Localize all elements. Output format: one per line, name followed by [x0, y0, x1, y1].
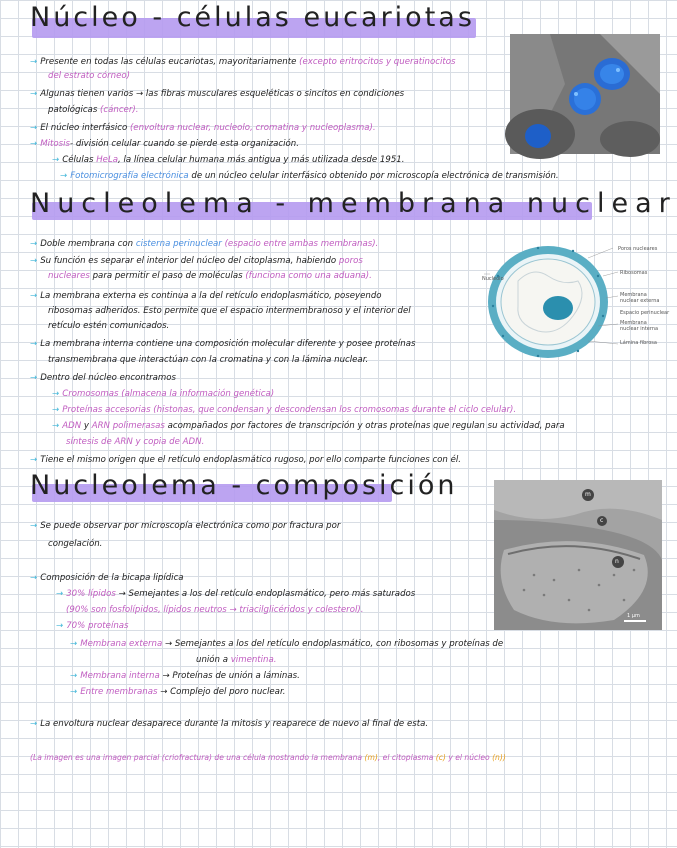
text-line: → Fotomicrografía electrónica de un núcleo celular interfásico obtenido por microscopía electrónica de transmisión.: [60, 171, 559, 181]
text-line: → La envoltura nuclear desaparece durante la mitosis y reaparece de nuevo al final de esta.: [30, 719, 429, 729]
diagram-label: Membrana nuclear externa: [620, 292, 660, 304]
arrow-icon: →: [30, 89, 38, 99]
text-line: → ADN y ARN polimerasas acompañados por factores de transcripción y otras proteínas que regulan su actividad, para: [52, 421, 565, 431]
text-line: → Tiene el mismo origen que el retículo endoplasmático rugoso, por ello comparte funciones con él.: [30, 455, 462, 465]
text-line: → Proteínas accesorias (histonas, que condensan y descondensan los cromosomas durante el ciclo celular).: [52, 405, 517, 415]
text-line: → La membrana externa es continua a la del retículo endoplasmático, poseyendo: [30, 291, 382, 301]
diagram-label: Espacio perinuclear: [620, 310, 670, 316]
text-line: → Entre membranas → Complejo del poro nuclear.: [70, 687, 286, 697]
text-line: retículo estén comunicados.: [48, 321, 170, 331]
text-line: ribosomas adheridos. Esto permite que el espacio intermembranoso y el interior del: [48, 306, 411, 316]
text-line: → Doble membrana con cisterna perinuclear (espacio entre ambas membranas).: [30, 239, 379, 249]
arrow-icon: →: [30, 521, 38, 531]
text-line: → Algunas tienen varios → las fibras musculares esqueléticas o sincitos en condiciones: [30, 89, 405, 99]
arrow-icon: →: [30, 573, 38, 583]
diagram-label: Ribosomas: [620, 270, 648, 276]
arrow-icon: →: [60, 171, 68, 181]
arrow-icon: →: [30, 57, 38, 67]
section-1-title: Núcleo - células eucariotas: [30, 2, 475, 33]
arrow-icon: →: [30, 123, 38, 133]
diagram-label: Membrana nuclear interna: [620, 320, 659, 332]
nucleus-diagram: [478, 236, 670, 366]
text-line: nucleares para permitir el paso de moléculas (funciona como una aduana).: [48, 271, 372, 281]
text-line: → Cromosomas (almacena la información genética): [52, 389, 275, 399]
arrow-icon: →: [30, 719, 38, 729]
arrow-icon: →: [52, 155, 60, 165]
arrow-icon: →: [56, 621, 64, 631]
micro-label-c: c: [600, 517, 604, 524]
arrow-icon: →: [30, 339, 38, 349]
diagram-label: Lámina fibrosa: [620, 340, 657, 346]
text-line: → Membrana externa → Semejantes a los del retículo endoplasmático, con ribosomas y proteínas de: [70, 639, 504, 649]
text-line: → Se puede observar por microscopía electrónica como por fractura por: [30, 521, 341, 531]
text-line: → 70% proteínas: [56, 621, 129, 631]
text-line: → Membrana interna → Proteínas de unión a láminas.: [70, 671, 300, 681]
text-line: → Su función es separar el interior del núcleo del citoplasma, habiendo poros: [30, 256, 363, 266]
text-line: patológicas (cáncer).: [48, 105, 139, 115]
freeze-fracture-image: [494, 480, 662, 630]
section-2-title: Nucleolema - membrana nuclear: [30, 188, 677, 219]
text-line: → Composición de la bicapa lipídica: [30, 573, 184, 583]
text-line: → El núcleo interfásico (envoltura nuclear, nucleolo, cromatina y nucleoplasma).: [30, 123, 376, 133]
arrow-icon: →: [70, 639, 78, 649]
section-3-title: Nucleolema - composición: [30, 470, 458, 501]
arrow-icon: →: [30, 373, 38, 383]
arrow-icon: →: [30, 455, 38, 465]
arrow-icon: →: [56, 589, 64, 599]
arrow-icon: →: [52, 389, 60, 399]
text-line: → Presente en todas las células eucariotas, mayoritariamente (excepto eritrocitos y queratinocitos: [30, 57, 456, 67]
arrow-icon: →: [30, 291, 38, 301]
micro-scale: 1 μm: [627, 613, 640, 619]
text-line: → La membrana interna contiene una composición molecular diferente y posee proteínas: [30, 339, 416, 349]
diagram-label: Nucléolo: [482, 276, 504, 282]
text-line: → Dentro del núcleo encontramos: [30, 373, 177, 383]
text-line: → Mitosis- división celular cuando se pierde esta organización.: [30, 139, 299, 149]
arrow-icon: →: [30, 239, 38, 249]
text-line: síntesis de ARN y copia de ADN.: [66, 437, 205, 447]
text-line: → 30% lípidos → Semejantes a los del retículo endoplasmático, pero más saturados: [56, 589, 416, 599]
micro-label-m: m: [585, 491, 591, 498]
text-line: (La imagen es una imagen parcial (criofractura) de una célula mostrando la membrana (m), el citoplasma (c) y el núcleo (n)): [30, 753, 506, 762]
text-line: unión a vimentina.: [196, 655, 277, 665]
arrow-icon: →: [30, 256, 38, 266]
arrow-icon: →: [52, 405, 60, 415]
text-line: → Células HeLa, la línea celular humana más antigua y más utilizada desde 1951.: [52, 155, 405, 165]
arrow-icon: →: [70, 687, 78, 697]
arrow-icon: →: [70, 671, 78, 681]
micro-label-n: n: [615, 558, 619, 565]
text-line: congelación.: [48, 539, 103, 549]
fluorescence-image: [510, 34, 660, 154]
arrow-icon: →: [52, 421, 60, 431]
arrow-icon: →: [30, 139, 38, 149]
text-line: transmembrana que interactúan con la cromatina y con la lámina nuclear.: [48, 355, 369, 365]
diagram-label: Poros nucleares: [618, 246, 658, 252]
text-line: del estrato córneo): [48, 71, 131, 81]
text-line: (90% son fosfolípidos, lípidos neutros → triacilglicéridos y colesterol).: [66, 605, 364, 615]
